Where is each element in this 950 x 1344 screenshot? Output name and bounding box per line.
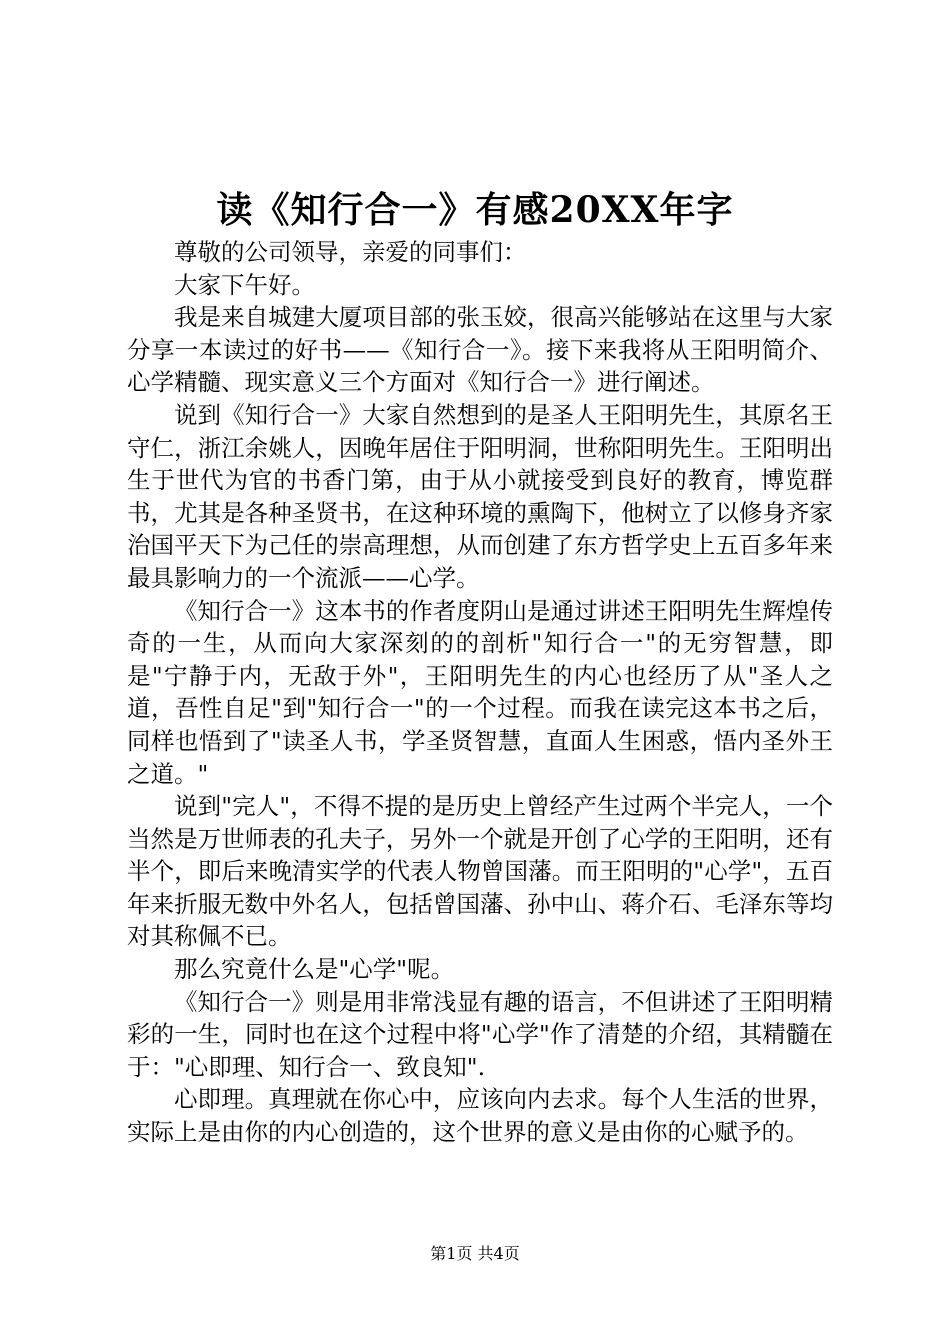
- paragraph-salutation: 尊敬的公司领导，亲爱的同事们：: [174, 238, 527, 266]
- document-body: [127, 236, 833, 1149]
- paragraph-wang-yangming: 说到《知行合一》大家自然想到的是圣人王阳明先生，其原名王守仁，浙江余姚人，因晚年居住于阳明洞，世称阳明先生。王阳明出生于世代为官的书香门第，由于从小就接受到良好的教育，博览群书，尤其是各种圣贤书，在这种环境的熏陶下，他树立了以修身齐家治国平天下为己任的崇高理想，从而创建了东方哲学史上五百多年来最具影响力的一个流派——心学。: [127, 400, 833, 592]
- paragraph-greeting: 大家下午好。: [174, 270, 315, 299]
- paragraph-mind-is-principle: 心即理。真理就在你心中，应该向内去求。每个人生活的世界，实际上是由你的内心创造的，这个世界的意义是由你的心赋予的。: [127, 1085, 833, 1147]
- page-number-footer: 第1页 共4页: [430, 1244, 520, 1263]
- document-title: 读《知行合一》有感20XX年字: [216, 189, 734, 231]
- paragraph-essence: 《知行合一》则是用非常浅显有趣的语言，不但讲述了王阳明精彩的一生，同时也在这个过程中将"心学"作了清楚的介绍，其精髓在于："心即理、知行合一、致良知".: [127, 987, 833, 1081]
- paragraph-perfect-man: 说到"完人"，不得不提的是历史上曾经产生过两个半完人，一个当然是万世师表的孔夫子，另外一个就是开创了心学的王阳明，还有半个，即后来晚清实学的代表人物曾国藩。而王阳明的"心学"，五百年来折服无数中外名人，包括曾国藩、孙中山、蒋介石、毛泽东等均对其称佩不已。: [127, 792, 833, 951]
- paragraph-book-author: 《知行合一》这本书的作者度阴山是通过讲述王阳明先生辉煌传奇的一生，从而向大家深刻的的剖析"知行合一"的无穷智慧，即是"宁静于内，无敌于外"，王阳明先生的内心也经历了从"圣人之道，吾性自足"到"知行合一"的一个过程。而我在读完这本书之后，同样也悟到了"读圣人书，学圣贤智慧，直面人生困惑，悟内圣外王之道。": [127, 596, 833, 788]
- paragraph-intro: 我是来自城建大厦项目部的张玉姣，很高兴能够站在这里与大家分享一本读过的好书——《知行合一》。接下来我将从王阳明简介、心学精髓、现实意义三个方面对《知行合一》进行阐述。: [127, 303, 833, 397]
- paragraph-question: 那么究竟什么是"心学"呢。: [174, 955, 455, 984]
